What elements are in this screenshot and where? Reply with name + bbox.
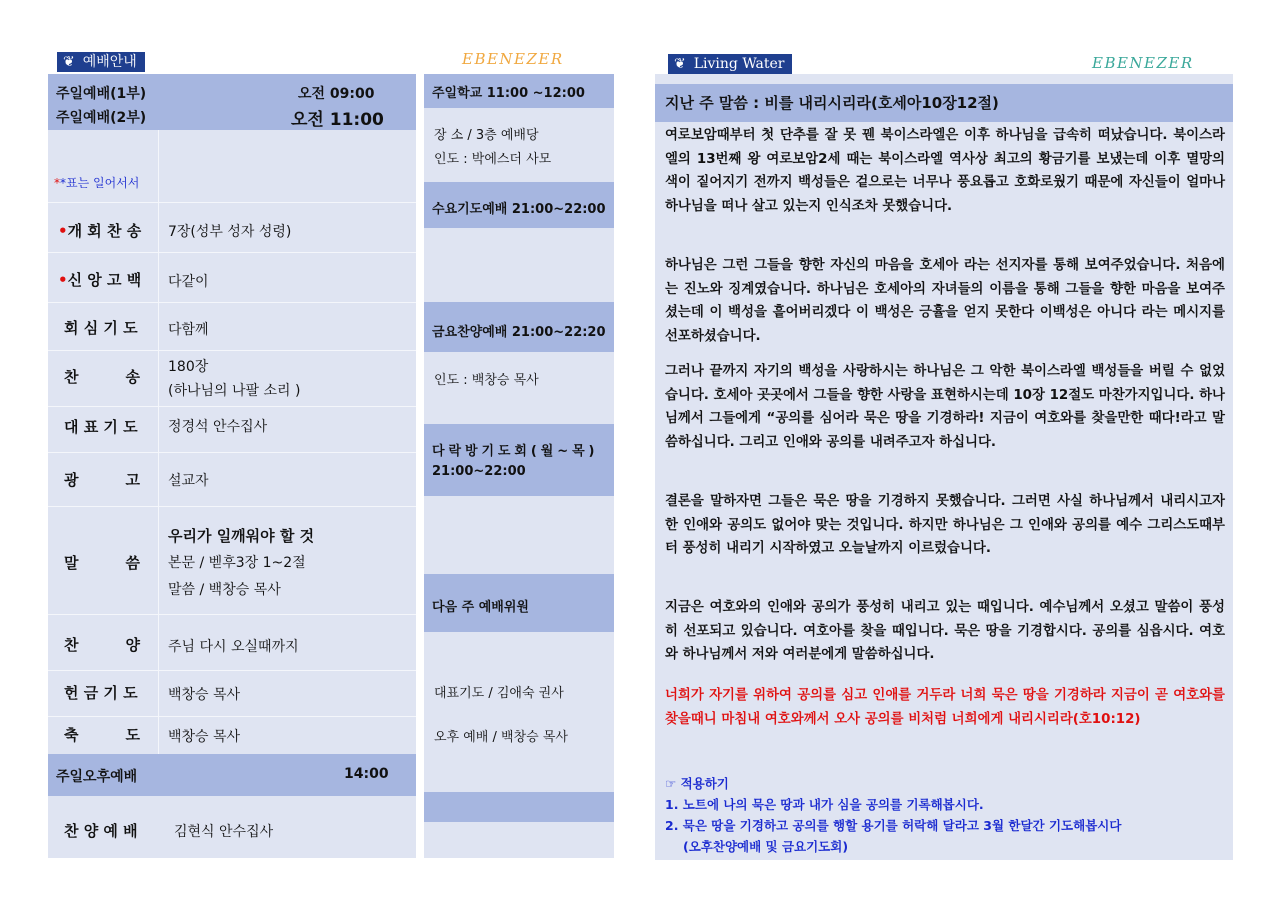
row-divider: [48, 506, 416, 507]
order-label-announcements: 광 고: [64, 471, 140, 489]
row-divider: [48, 302, 416, 303]
sermon-summary-title: 지난 주 말씀 : 비를 내리시리라(호세아10장12절): [665, 94, 999, 112]
order-value-hymn: 180장: [168, 359, 209, 375]
worship-order-panel: [48, 74, 416, 858]
order-value-benediction: 백창승 목사: [168, 729, 241, 745]
order-label-offering-prayer: 헌 금 기 도: [64, 684, 138, 702]
sermon-paragraph: 결론을 말하자면 그들은 묵은 땅을 기경하지 못했습니다. 그러면 사실 하나님께서 내리시고자 한 인애와 공의도 없어야 맞는 것입니다. 하지만 하나님은 그 인애와 공의를 예수 그리스도때부터 풍성히 내리기 시작하였고 오늘날까지 이르렀습니다.: [665, 494, 1225, 556]
praise-service-label: 찬 양 예 배: [64, 822, 138, 840]
order-value-opening-hymn: 7장(성부 성자 성령): [168, 224, 292, 240]
order-value-offering-prayer: 백창승 목사: [168, 687, 241, 703]
prayer-room-time: 21:00~22:00: [432, 464, 526, 479]
apply-heading: ☞ 적용하기: [665, 776, 729, 791]
leaf-icon: ❦: [674, 56, 686, 72]
friday-title: 금요찬양예배 21:00~22:20: [432, 325, 606, 340]
key-verse: 너희가 자기를 위하여 공의를 심고 인애를 거두라 너희 묵은 땅을 기경하라 지금이 곧 여호와를 찾을때니 마침내 여호와께서 오사 공의를 비처럼 너희에게 내리시리라(호10:12): [665, 688, 1225, 727]
afternoon-service-time: 14:00: [344, 766, 389, 782]
pointing-hand-icon: ☞: [665, 776, 677, 791]
right-section-tag: [668, 54, 792, 74]
sermon-paragraph: 그러나 끝까지 자기의 백성을 사랑하시는 하나님은 그 악한 북이스라엘 백성들을 버릴 수 없었습니다. 호세아 곳곳에서 그들을 향한 사랑을 표현하시는데 10장 12절도 마찬가지입니다. 하나님께서 그들에게 “공의를 심어라 묵은 땅을 기경하라! 지금이 여호와를 찾을만한 때다!라고 말씀하십니다. 그리고 인애와 공의를 내려주고자 하십니다.: [665, 364, 1225, 450]
sermon-preacher: 말씀 / 백창승 목사: [168, 582, 281, 598]
sermon-paragraph: 여로보암때부터 첫 단추를 잘 못 꿴 북이스라엘은 이후 하나님을 급속히 떠났습니다. 북이스라엘의 13번째 왕 여로보암2세 때는 북이스라엘 역사상 최고의 황금기를 보냈는데 이후 멸망의 색이 짙어지기 전까지 백성들은 겉으로는 너무나 풍요롭고 호화로웠기 때문에 자신들이 얼마나 하나님을 떠나 살고 있는지 인식조차 못했습니다.: [665, 128, 1225, 214]
wednesday-title: 수요기도예배 21:00~22:00: [432, 202, 606, 217]
row-divider: [48, 406, 416, 407]
afternoon-service-name: 주일오후예배: [56, 769, 138, 785]
order-label-representative-prayer: 대 표 기 도: [64, 418, 138, 436]
order-label-repentance: 회 심 기 도: [64, 319, 138, 337]
row-divider: [48, 252, 416, 253]
sermon-paragraph: 지금은 여호와의 인애와 공의가 풍성히 내리고 있는 때입니다. 예수님께서 오셨고 말씀이 풍성히 선포되고 있습니다. 여호아를 찾을 때입니다. 묵은 땅을 기경합시다. 공의를 심읍시다. 여호와 하나님께서 저와 여러분에게 말씀하십니다.: [665, 600, 1225, 662]
row-divider: [48, 452, 416, 453]
prayer-room-title: 다 락 방 기 도 회 ( 월 ~ 목 ): [432, 444, 595, 459]
bottom-band: [424, 792, 614, 822]
row-divider: [48, 614, 416, 615]
sermon-passage: 본문 / 벧후3장 1~2절: [168, 555, 306, 571]
prayer-room-band: [424, 424, 614, 496]
first-service-time: 오전 09:00: [298, 86, 375, 102]
row-divider: [48, 202, 416, 203]
order-value-hymn-title: (하나님의 나팔 소리 ): [168, 383, 301, 399]
next-week-title: 다음 주 예배위원: [432, 600, 529, 615]
apply-item: 2. 묵은 땅을 기경하고 공의를 행할 용기를 허락해 달라고 3월 한달간 기도해봅시다: [665, 818, 1122, 833]
row-divider: [48, 670, 416, 671]
order-label-benediction: 축 도: [64, 726, 140, 744]
order-label-praise: 찬 양: [64, 636, 140, 654]
apply-item-note: (오후찬양예배 및 금요기도회): [683, 839, 849, 854]
order-value-confession: 다같이: [168, 274, 209, 290]
weekly-meetings-panel: [424, 74, 614, 858]
sermon-paragraph: 하나님은 그런 그들을 향한 자신의 마음을 호세아 라는 선지자를 통해 보여주었습니다. 처음에는 진노와 징계였습니다. 하나님은 호세아의 자녀들의 이름을 통해 그들을 향한 마음을 보여주셨는데 이 백성을 흩어버리겠다 이 백성은 긍휼을 얻지 못한다 이백성은 아니다 라는 메시지를 선포하셨습니다.: [665, 258, 1225, 344]
next-week-prayer: 대표기도 / 김애숙 권사: [434, 686, 564, 701]
next-week-afternoon: 오후 예배 / 백창승 목사: [434, 730, 568, 745]
first-service-name: 주일예배(1부): [56, 86, 147, 102]
sermon-panel: [655, 74, 1233, 860]
order-value-representative-prayer: 정경석 안수집사: [168, 419, 268, 435]
leaf-icon: ❦: [63, 54, 75, 70]
order-label-hymn: 찬 송: [64, 368, 140, 386]
order-label-opening-hymn: •개 회 찬 송: [58, 222, 142, 240]
order-label-confession: •신 앙 고 백: [58, 271, 142, 289]
praise-service-leader: 김현식 안수집사: [174, 824, 274, 840]
order-label-sermon: 말 씀: [64, 554, 140, 572]
left-section-title: 예배안내: [82, 54, 137, 70]
order-value-repentance: 다함께: [168, 322, 209, 338]
column-divider: [158, 130, 159, 780]
right-section-title: Living Water: [693, 56, 785, 72]
second-service-name: 주일예배(2부): [56, 110, 147, 126]
apply-item: 1. 노트에 나의 묵은 땅과 내가 심을 공의를 기록해봅시다.: [665, 797, 984, 812]
order-value-praise: 주님 다시 오실때까지: [168, 639, 299, 655]
order-value-announcements: 설교자: [168, 473, 209, 489]
standing-note: **표는 일어서서: [54, 176, 140, 190]
left-section-tag: [57, 52, 145, 72]
sermon-title: 우리가 일깨워야 할 것: [168, 527, 315, 545]
row-divider: [48, 350, 416, 351]
sunday-school-leader: 인도 : 박에스더 사모: [434, 152, 552, 167]
friday-leader: 인도 : 백창승 목사: [434, 373, 539, 388]
middle-brand: EBENEZER: [462, 50, 564, 68]
row-divider: [48, 716, 416, 717]
second-service-time: 오전 11:00: [291, 110, 384, 130]
right-brand: EBENEZER: [1092, 54, 1194, 72]
sunday-school-title: 주일학교 11:00 ~12:00: [432, 86, 585, 101]
sunday-school-place: 장 소 / 3층 예배당: [434, 128, 539, 143]
